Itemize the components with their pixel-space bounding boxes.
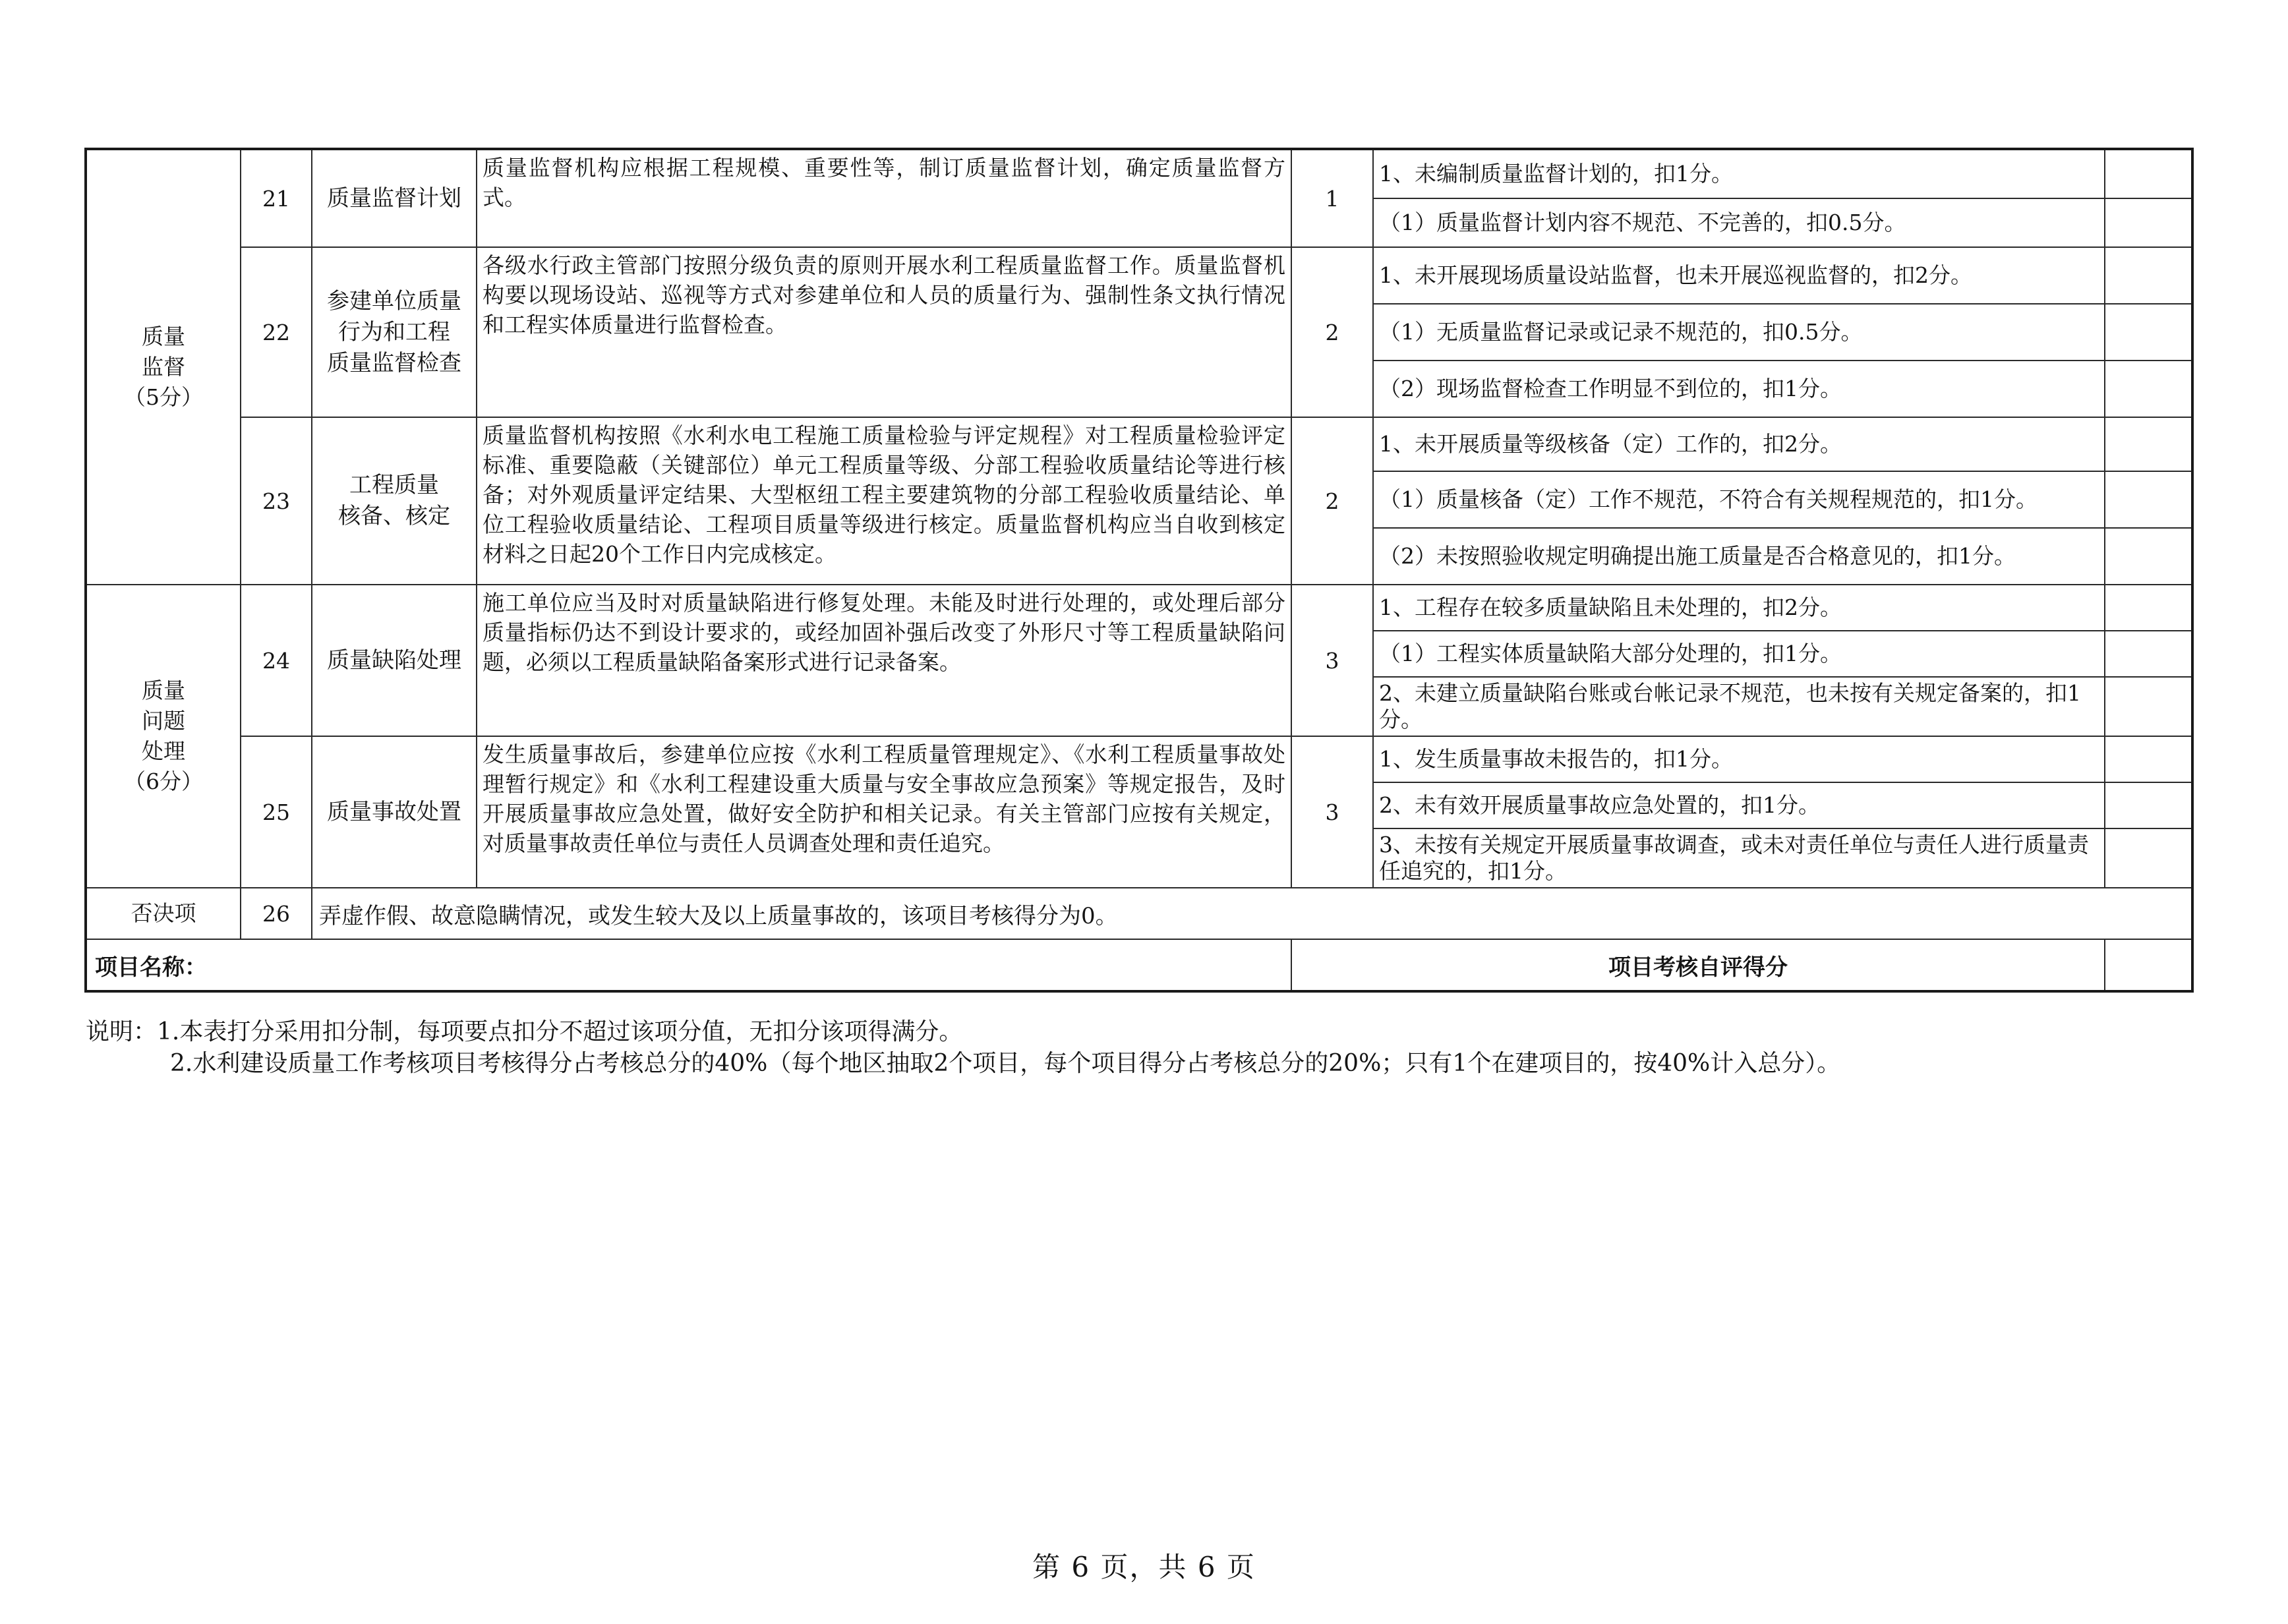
scoring-standard: 1、未编制质量监督计划的，扣1分。 bbox=[1373, 149, 2105, 198]
item-score: 2 bbox=[1291, 247, 1373, 417]
item-name bbox=[312, 149, 477, 247]
scoring-standard: 3、未按有关规定开展质量事故调查，或未对责任单位与责任人进行质量责任追究的，扣1分。 bbox=[1373, 828, 2105, 888]
table-row bbox=[86, 247, 2192, 304]
item-score: 3 bbox=[1291, 736, 1373, 888]
category-text: 质量 bbox=[142, 324, 185, 349]
item-name bbox=[312, 585, 477, 736]
item-name-line: 工程质量 bbox=[349, 472, 439, 498]
item-name-line: 行为和工程 bbox=[338, 318, 450, 345]
item-name-line: 参建单位质量 bbox=[327, 287, 461, 314]
scoring-standard: 2、未建立质量缺陷台账或台帐记录不规范，也未按有关规定备案的，扣1分。 bbox=[1373, 677, 2105, 736]
item-name bbox=[312, 247, 477, 417]
table-row bbox=[86, 585, 2192, 631]
category-quality-issue-handling bbox=[86, 585, 241, 888]
table-row bbox=[86, 736, 2192, 782]
scoring-standard: 1、未开展现场质量设站监督，也未开展巡视监督的，扣2分。 bbox=[1373, 247, 2105, 304]
category-text: 监督 bbox=[142, 354, 185, 380]
category-text: 处理 bbox=[142, 738, 185, 764]
table-row bbox=[86, 417, 2192, 471]
scoring-standard: （2）现场监督检查工作明显不到位的，扣1分。 bbox=[1373, 361, 2105, 417]
item-name-line: 质量监督计划 bbox=[327, 185, 461, 212]
item-score: 2 bbox=[1291, 417, 1373, 585]
self-score-cell bbox=[2105, 677, 2192, 736]
item-name-line: 质量事故处置 bbox=[327, 798, 461, 825]
scoring-standard: （2）未按照验收规定明确提出施工质量是否合格意见的，扣1分。 bbox=[1373, 528, 2105, 585]
table-row bbox=[86, 149, 2192, 198]
category-quality-supervision bbox=[86, 149, 241, 585]
category-text: （5分） bbox=[124, 384, 203, 410]
project-name-label: 项目名称： bbox=[86, 939, 1291, 991]
item-number: 21 bbox=[241, 149, 312, 247]
item-number: 22 bbox=[241, 247, 312, 417]
scoring-standard: 1、发生质量事故未报告的，扣1分。 bbox=[1373, 736, 2105, 782]
item-score: 3 bbox=[1291, 585, 1373, 736]
item-number: 25 bbox=[241, 736, 312, 888]
scoring-standard: 1、工程存在较多质量缺陷且未处理的，扣2分。 bbox=[1373, 585, 2105, 631]
item-name bbox=[312, 417, 477, 585]
item-requirement: 发生质量事故后，参建单位应按《水利工程质量管理规定》、《水利工程质量事故处理暂行规定》和《水利工程建设重大质量与安全事故应急预案》等规定报告，及时开展质量事故应急处置，做好安全防护和相关记录。有关主管部门应按有关规定，对质量事故责任单位与责任人员调查处理和责任追究。 bbox=[477, 736, 1291, 888]
category-text: 质量 bbox=[142, 678, 185, 703]
scoring-standard: （1）质量监督计划内容不规范、不完善的，扣0.5分。 bbox=[1373, 198, 2105, 247]
item-number: 23 bbox=[241, 417, 312, 585]
item-requirement: 质量监督机构按照《水利水电工程施工质量检验与评定规程》对工程质量检验评定标准、重要隐蔽（关键部位）单元工程质量等级、分部工程验收质量结论等进行核备；对外观质量评定结果、大型枢纽工程主要建筑物的分部工程验收质量结论、单位工程验收质量结论、工程项目质量等级进行核定。质量监督机构应当自收到核定材料之日起20个工作日内完成核定。 bbox=[477, 417, 1291, 585]
item-name-line: 质量监督检查 bbox=[327, 349, 461, 376]
scoring-standard: 2、未有效开展质量事故应急处置的，扣1分。 bbox=[1373, 782, 2105, 828]
table-row bbox=[86, 939, 2192, 991]
notes bbox=[86, 1016, 1840, 1080]
table-row bbox=[86, 888, 2192, 939]
self-score-cell bbox=[2105, 585, 2192, 631]
item-name bbox=[312, 736, 477, 888]
self-score-cell bbox=[2105, 631, 2192, 677]
scoring-standard: （1）工程实体质量缺陷大部分处理的，扣1分。 bbox=[1373, 631, 2105, 677]
self-score-cell bbox=[2105, 828, 2192, 888]
item-requirement: 施工单位应当及时对质量缺陷进行修复处理。未能及时进行处理的，或处理后部分质量指标仍达不到设计要求的，或经加固补强后改变了外形尺寸等工程质量缺陷问题，必须以工程质量缺陷备案形式进行记录备案。 bbox=[477, 585, 1291, 736]
self-score-cell bbox=[2105, 782, 2192, 828]
item-number: 24 bbox=[241, 585, 312, 736]
category-text: 问题 bbox=[142, 708, 185, 734]
page-number: 第 6 页，共 6 页 bbox=[1032, 1551, 1256, 1583]
veto-label: 否决项 bbox=[86, 888, 241, 939]
item-name-line: 质量缺陷处理 bbox=[327, 647, 461, 674]
item-score: 1 bbox=[1291, 149, 1373, 247]
scoring-standard: 1、未开展质量等级核备（定）工作的，扣2分。 bbox=[1373, 417, 2105, 471]
assessment-table bbox=[84, 148, 2194, 993]
self-score-cell bbox=[2105, 247, 2192, 304]
note-line: 说明：1.本表打分采用扣分制，每项要点扣分不超过该项分值，无扣分该项得满分。 bbox=[86, 1018, 963, 1045]
self-score-cell bbox=[2105, 736, 2192, 782]
self-score-cell bbox=[2105, 528, 2192, 585]
self-score-cell bbox=[2105, 304, 2192, 361]
scoring-standard: （1）质量核备（定）工作不规范，不符合有关规程规范的，扣1分。 bbox=[1373, 471, 2105, 528]
self-score-cell bbox=[2105, 417, 2192, 471]
category-text: （6分） bbox=[124, 768, 203, 794]
item-requirement: 质量监督机构应根据工程规模、重要性等，制订质量监督计划，确定质量监督方式。 bbox=[477, 149, 1291, 247]
item-name-line: 核备、核定 bbox=[338, 503, 450, 529]
self-score-label: 项目考核自评得分 bbox=[1291, 939, 2105, 991]
self-score-cell bbox=[2105, 149, 2192, 198]
total-self-score-cell bbox=[2105, 939, 2192, 991]
self-score-cell bbox=[2105, 198, 2192, 247]
veto-text: 弄虚作假、故意隐瞒情况，或发生较大及以上质量事故的，该项目考核得分为0。 bbox=[312, 888, 2192, 939]
item-number: 26 bbox=[241, 888, 312, 939]
item-requirement: 各级水行政主管部门按照分级负责的原则开展水利工程质量监督工作。质量监督机构要以现场设站、巡视等方式对参建单位和人员的质量行为、强制性条文执行情况和工程实体质量进行监督检查。 bbox=[477, 247, 1291, 417]
self-score-cell bbox=[2105, 361, 2192, 417]
scoring-standard: （1）无质量监督记录或记录不规范的，扣0.5分。 bbox=[1373, 304, 2105, 361]
self-score-cell bbox=[2105, 471, 2192, 528]
note-line: 2.水利建设质量工作考核项目考核得分占考核总分的40%（每个地区抽取2个项目，每个项目得分占考核总分的20%；只有1个在建项目的，按40%计入总分）。 bbox=[170, 1050, 1841, 1077]
